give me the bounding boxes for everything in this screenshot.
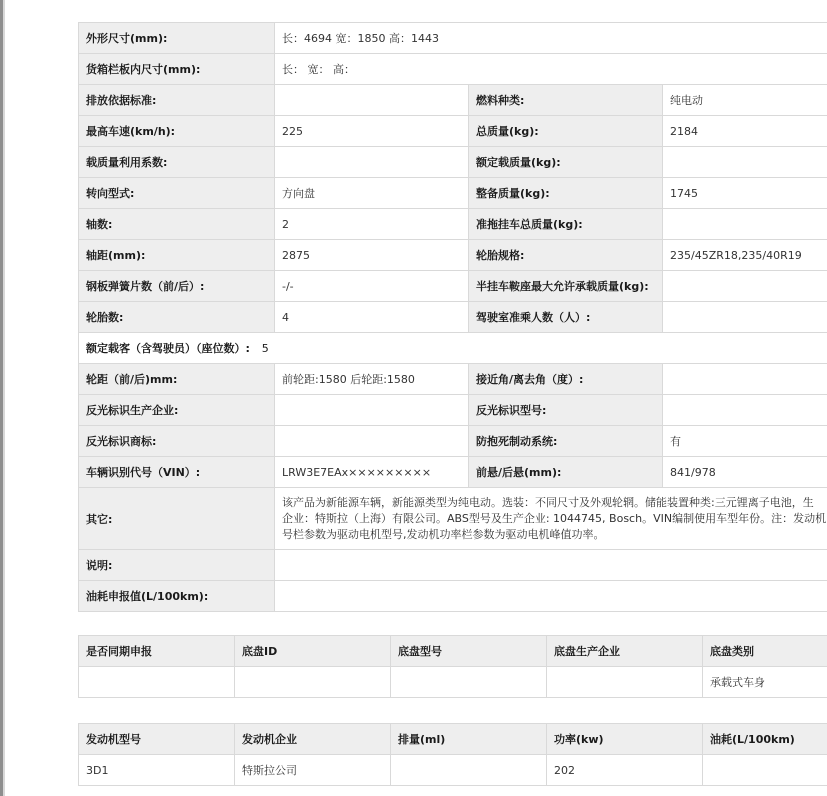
spec-row-emission (79, 85, 827, 116)
engine-header-cell: 发动机企业 (235, 724, 391, 755)
engine-data-row (79, 755, 827, 786)
reflect-mfr-label: 反光标识生产企业: (79, 395, 275, 426)
chassis-cell (547, 667, 703, 698)
cab-label: 驾驶室准乘人数（人）: (469, 302, 663, 333)
chassis-header-cell: 底盘类别 (703, 636, 827, 667)
abs-label: 防抱死制动系统: (469, 426, 663, 457)
speed-label: 最高车速(km/h): (79, 116, 275, 147)
reflect-model-value (663, 395, 827, 426)
spec-row-vin (79, 457, 827, 488)
vin-label: 车辆识别代号（VIN）: (79, 457, 275, 488)
spec-row-tires (79, 302, 827, 333)
left-border-shade (3, 0, 5, 796)
engine-header-cell: 油耗(L/100km) (703, 724, 827, 755)
total-mass-value: 2184 (663, 116, 827, 147)
dimensions-value: 长：4694 宽：1850 高：1443 (275, 23, 827, 54)
curb-mass-value: 1745 (663, 178, 827, 209)
cab-value (663, 302, 827, 333)
spec-row-cargo (79, 54, 827, 85)
saddle-label: 半挂车鞍座最大允许承载质量(kg): (469, 271, 663, 302)
spec-row-load (79, 147, 827, 178)
chassis-cell (79, 667, 235, 698)
spec-row-reflect-mfr (79, 395, 827, 426)
rated-load-label: 额定载质量(kg): (469, 147, 663, 178)
engine-header-cell: 发动机型号 (79, 724, 235, 755)
seats-value: 5 (261, 342, 269, 355)
chassis-header-cell: 是否同期申报 (79, 636, 235, 667)
axles-value: 2 (275, 209, 469, 240)
chassis-cell: 承载式车身 (703, 667, 827, 698)
spec-row-dimensions (79, 23, 827, 54)
saddle-value (663, 271, 827, 302)
steering-value: 方向盘 (275, 178, 469, 209)
spring-value: -/- (275, 271, 469, 302)
tires-value: 4 (275, 302, 469, 333)
trailer-value (663, 209, 827, 240)
spec-row-wheelbase (79, 240, 827, 271)
emission-label: 排放依据标准: (79, 85, 275, 116)
engine-cell (391, 755, 547, 786)
tire-spec-label: 轮胎规格: (469, 240, 663, 271)
wheelbase-value: 2875 (275, 240, 469, 271)
spec-row-axles (79, 209, 827, 240)
reflect-brand-value (275, 426, 469, 457)
tire-spec-value: 235/45ZR18,235/40R19 (663, 240, 827, 271)
engine-header-cell: 排量(ml) (391, 724, 547, 755)
chassis-header-row (79, 636, 827, 667)
curb-mass-label: 整备质量(kg): (469, 178, 663, 209)
speed-value: 225 (275, 116, 469, 147)
fuel-label: 燃料种类: (469, 85, 663, 116)
other-value (275, 488, 827, 550)
spec-row-notes (79, 550, 827, 581)
fuel-report-value (275, 581, 827, 612)
reflect-model-label: 反光标识型号: (469, 395, 663, 426)
chassis-table (78, 635, 827, 698)
spec-row-steering (79, 178, 827, 209)
total-mass-label: 总质量(kg): (469, 116, 663, 147)
other-line-3: 号栏参数为驱动电机型号,发动机功率栏参数为驱动电机峰值功率。 (282, 527, 605, 541)
spec-row-seats (79, 333, 827, 364)
seats-cell (79, 333, 827, 364)
chassis-cell (391, 667, 547, 698)
rated-load-value (663, 147, 827, 178)
other-line-1: 该产品为新能源车辆，新能源类型为纯电动。选装：不同尺寸及外观轮辋。储能装置种类:三元锂离子电池，生 (282, 495, 814, 509)
engine-header-row (79, 724, 827, 755)
dimensions-label: 外形尺寸(mm): (79, 23, 275, 54)
other-label: 其它: (79, 488, 275, 550)
steering-label: 转向型式: (79, 178, 275, 209)
chassis-header-cell: 底盘型号 (391, 636, 547, 667)
fuel-report-label: 油耗申报值(L/100km): (79, 581, 275, 612)
load-coef-label: 载质量利用系数: (79, 147, 275, 178)
engine-cell: 特斯拉公司 (235, 755, 391, 786)
vehicle-spec-table (78, 22, 827, 612)
engine-cell (703, 755, 827, 786)
engine-table (78, 723, 827, 786)
track-value: 前轮距:1580 后轮距:1580 (275, 364, 469, 395)
angle-value (663, 364, 827, 395)
reflect-brand-label: 反光标识商标: (79, 426, 275, 457)
fuel-value: 纯电动 (663, 85, 827, 116)
cargo-label: 货箱栏板内尺寸(mm): (79, 54, 275, 85)
spec-row-spring (79, 271, 827, 302)
chassis-data-row (79, 667, 827, 698)
spec-row-track (79, 364, 827, 395)
spec-row-reflect-brand (79, 426, 827, 457)
spring-label: 钢板弹簧片数（前/后）: (79, 271, 275, 302)
track-label: 轮距（前/后)mm: (79, 364, 275, 395)
other-line-2: 企业：特斯拉（上海）有限公司。ABS型号及生产企业: 1044745, Bosch。VIN编制使用车型年份。注：发动机 (282, 511, 827, 525)
spec-row-other (79, 488, 827, 550)
spec-row-fuel-report (79, 581, 827, 612)
trailer-label: 准拖挂车总质量(kg): (469, 209, 663, 240)
wheelbase-label: 轴距(mm): (79, 240, 275, 271)
angle-label: 接近角/离去角（度）: (469, 364, 663, 395)
engine-cell: 3D1 (79, 755, 235, 786)
engine-cell: 202 (547, 755, 703, 786)
cargo-value: 长： 宽： 高： (275, 54, 827, 85)
chassis-cell (235, 667, 391, 698)
chassis-header-cell: 底盘生产企业 (547, 636, 703, 667)
spec-row-speed (79, 116, 827, 147)
overhang-label: 前悬/后悬(mm): (469, 457, 663, 488)
chassis-header-cell: 底盘ID (235, 636, 391, 667)
reflect-mfr-value (275, 395, 469, 426)
overhang-value: 841/978 (663, 457, 827, 488)
tires-label: 轮胎数: (79, 302, 275, 333)
emission-value (275, 85, 469, 116)
axles-label: 轴数: (79, 209, 275, 240)
seats-label: 额定载客（含驾驶员）（座位数）: (86, 342, 250, 355)
notes-label: 说明: (79, 550, 275, 581)
abs-value: 有 (663, 426, 827, 457)
vin-value: LRW3E7EAx××××××××× (275, 457, 469, 488)
engine-header-cell: 功率(kw) (547, 724, 703, 755)
notes-value (275, 550, 827, 581)
load-coef-value (275, 147, 469, 178)
